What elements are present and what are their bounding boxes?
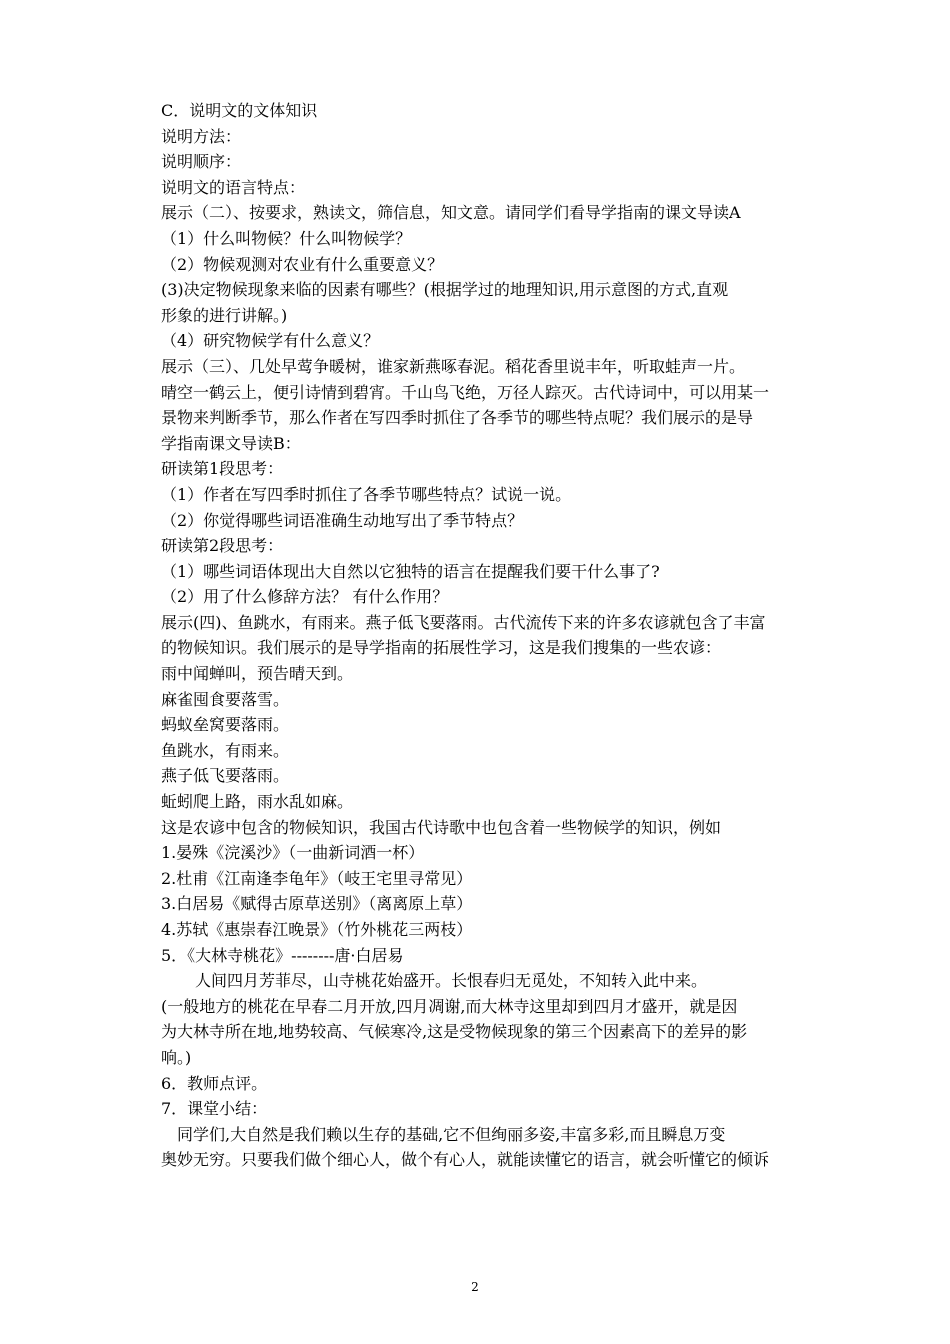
- text-line: 展示（二）、按要求，熟读文，筛信息，知文意。请同学们看导学指南的课文导读A: [161, 203, 741, 223]
- text-line: 形象的进行讲解。): [161, 305, 288, 325]
- text-line: （2）物候观测对农业有什么重要意义？: [161, 254, 444, 274]
- proverb-line: 雨中闻蝉叫，预告晴天到。: [161, 664, 354, 684]
- text-line: 学指南课文导读B：: [161, 433, 301, 453]
- text-line: 研读第2段思考：: [161, 536, 284, 556]
- text-line: （1）作者在写四季时抓住了各季节哪些特点？试说一说。: [161, 484, 572, 504]
- text-line: （2）用了什么修辞方法？ 有什么作用？: [161, 587, 449, 607]
- page-number: 2: [471, 1280, 479, 1294]
- section-heading: C．说明文的文体知识: [161, 101, 318, 120]
- summary-line: 奥妙无穷。只要我们做个细心人，做个有心人，就能读懂它的语言，就会听懂它的倾诉: [161, 1150, 770, 1170]
- poem-list-item: 5．《大林寺桃花》--------唐·白居易: [161, 945, 404, 965]
- text-line: 展示（三）、几处早莺争暖树，谁家新燕啄春泥。稻花香里说丰年，听取蛙声一片。: [161, 356, 746, 376]
- text-line: （4）研究物候学有什么意义？: [161, 331, 380, 351]
- proverb-line: 鱼跳水，有雨来。: [161, 740, 290, 760]
- text-line: 景物来判断季节，那么作者在写四季时抓住了各季节的哪些特点呢？我们展示的是导: [161, 408, 754, 428]
- proverb-line: 蚂蚁垒窝要落雨。: [161, 715, 290, 735]
- text-line: 说明文的语言特点：: [161, 177, 306, 197]
- proverb-line: 麻雀囤食要落雪。: [161, 689, 290, 709]
- text-line: （1）什么叫物候？什么叫物候学？: [161, 228, 412, 248]
- text-line: （2）你觉得哪些词语准确生动地写出了季节特点？: [161, 510, 524, 530]
- text-line: 7．课堂小结：: [161, 1099, 268, 1119]
- text-line: 响。): [161, 1047, 192, 1067]
- proverb-line: 蚯蚓爬上路，雨水乱如麻。: [161, 792, 354, 812]
- summary-line: 同学们,大自然是我们赖以生存的基础,它不但绚丽多姿,丰富多彩,而且瞬息万变: [177, 1124, 726, 1144]
- poem-list-item: 3.白居易《赋得古原草送别》（离离原上草）: [161, 894, 473, 914]
- text-line: 展示(四)、鱼跳水，有雨来。燕子低飞要落雨。古代流传下来的许多农谚就包含了丰富: [161, 612, 766, 632]
- text-line: 晴空一鹤云上，便引诗情到碧宵。千山鸟飞绝，万径人踪灭。古代诗词中，可以用某一: [161, 382, 770, 402]
- document-body: [161, 98, 861, 1173]
- text-line: 的物候知识。我们展示的是导学指南的拓展性学习，这是我们搜集的一些农谚：: [161, 638, 722, 658]
- poem-list-item: 2.杜甫《江南逢李龟年》（岐王宅里寻常见）: [161, 868, 473, 888]
- text-line: 这是农谚中包含的物候知识，我国古代诗歌中也包含着一些物候学的知识，例如: [161, 817, 722, 837]
- text-line: 6．教师点评。: [161, 1073, 268, 1093]
- proverb-line: 燕子低飞要落雨。: [161, 766, 290, 786]
- text-line: 说明方法：: [161, 126, 242, 146]
- text-line: 说明顺序：: [161, 152, 242, 172]
- poem-list-item: 4.苏轼《惠崇春江晚景》（竹外桃花三两枝）: [161, 920, 473, 939]
- text-line: 研读第1段思考：: [161, 459, 284, 479]
- text-line: (一般地方的桃花在早春二月开放,四月凋谢,而大林寺这里却到四月才盛开，就是因: [161, 996, 738, 1016]
- text-line: （1）哪些词语体现出大自然以它独特的语言在提醒我们要干什么事了?: [161, 561, 660, 581]
- poem-verse: 人间四月芳菲尽，山寺桃花始盛开。长恨春归无觅处，不知转入此中来。: [195, 971, 708, 991]
- poem-list-item: 1.晏殊《浣溪沙》（一曲新词酒一杯）: [161, 843, 425, 863]
- text-line: (3)决定物候现象来临的因素有哪些？(根据学过的地理知识,用示意图的方式,直观: [161, 280, 729, 300]
- text-line: 为大林寺所在地,地势较高、气候寒冷,这是受物候现象的第三个因素高下的差异的影: [161, 1022, 748, 1042]
